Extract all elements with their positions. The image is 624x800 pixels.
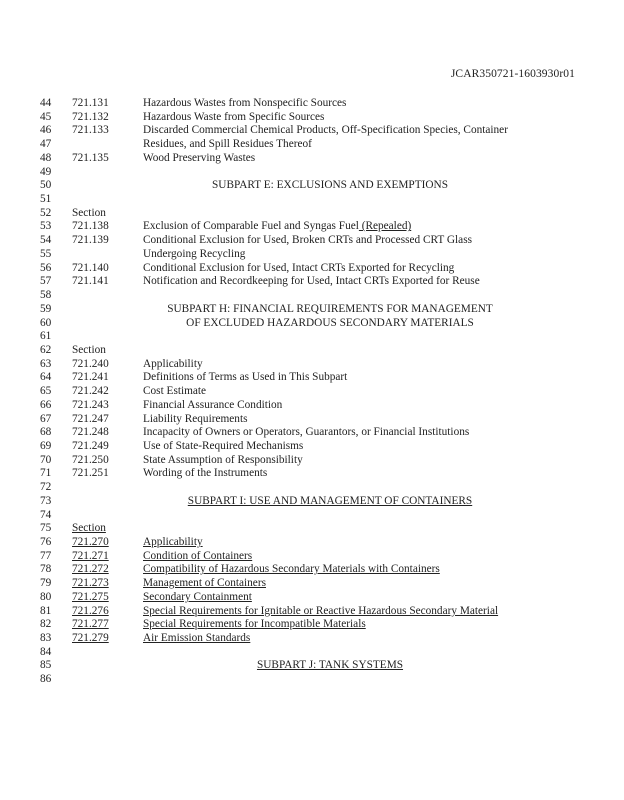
line-number: 47 [40, 138, 52, 151]
section-title [143, 220, 411, 234]
section-title-text: Applicability [143, 536, 203, 548]
document-line [0, 591, 624, 605]
section-number: 721.243 [72, 398, 109, 411]
document-line [0, 563, 624, 577]
subpart-heading-text: SUBPART I: USE AND MANAGEMENT OF CONTAINERS [187, 494, 473, 507]
subpart-heading-text: OF EXCLUDED HAZARDOUS SECONDARY MATERIALS [186, 316, 474, 329]
document-line [0, 646, 624, 660]
document-line [0, 111, 624, 125]
repealed-note: (Repealed) [358, 220, 412, 233]
document-line [0, 289, 624, 303]
line-number: 54 [40, 234, 52, 247]
document-line [0, 262, 624, 276]
line-number: 51 [40, 193, 52, 206]
document-line [0, 509, 624, 523]
section-title-text: Exclusion of Comparable Fuel and Syngas Fuel [143, 220, 359, 233]
line-number: 52 [40, 206, 52, 219]
document-line [0, 358, 624, 372]
section-title-text: Secondary Containment [143, 590, 252, 603]
section-number: 721.251 [72, 467, 109, 480]
section-title [143, 385, 206, 399]
section-title [143, 618, 366, 632]
section-number: 721.277 [72, 618, 109, 631]
section-title-text: Special Requirements for Ignitable or Reactive Hazardous Secondary Material [143, 604, 499, 617]
section-title-text: Residues, and Spill Residues Thereof [143, 138, 312, 151]
document-line [0, 467, 624, 481]
section-title-text: Management of Containers [143, 577, 266, 590]
line-number: 58 [40, 289, 52, 302]
document-line [0, 522, 624, 536]
section-title-text: Cost Estimate [143, 385, 207, 398]
section-title-text: State Assumption of Responsibility [143, 453, 303, 466]
document-line [0, 659, 624, 673]
section-title [143, 234, 472, 248]
line-number: 72 [40, 481, 52, 494]
line-number: 56 [40, 261, 52, 274]
document-line [0, 536, 624, 550]
section-title-text: Compatibility of Hazardous Secondary Materials with Containers [143, 563, 440, 576]
document-line [0, 550, 624, 564]
section-title [143, 138, 312, 152]
section-number: 721.275 [72, 590, 109, 603]
document-line [0, 399, 624, 413]
document-line [0, 618, 624, 632]
section-title [143, 591, 252, 605]
line-number: 77 [40, 549, 52, 562]
document-line [0, 632, 624, 646]
line-number: 68 [40, 426, 52, 439]
document-line [0, 207, 624, 221]
line-number: 73 [40, 494, 52, 507]
document-line [0, 220, 624, 234]
section-title-text: Definitions of Terms as Used in This Subpart [143, 371, 348, 384]
section-number: 721.276 [72, 604, 109, 617]
line-number: 65 [40, 385, 52, 398]
section-title [143, 605, 498, 619]
document-line [0, 481, 624, 495]
document-line [0, 193, 624, 207]
section-number: 721.241 [72, 371, 109, 384]
document-line [0, 495, 624, 509]
line-number: 86 [40, 673, 52, 686]
section-title [143, 467, 267, 481]
section-column-label: Section [72, 522, 106, 535]
line-number: 78 [40, 563, 52, 576]
section-title [143, 152, 255, 166]
line-number: 59 [40, 302, 52, 315]
line-number: 80 [40, 590, 52, 603]
section-title-text: Notification and Recordkeeping for Used, Intact CRTs Exported for Reuse [143, 275, 480, 288]
document-line [0, 179, 624, 193]
document-line [0, 440, 624, 454]
section-title-text: Liability Requirements [143, 412, 248, 425]
section-title [143, 371, 347, 385]
section-title-text: Condition of Containers [143, 549, 253, 562]
line-number: 64 [40, 371, 52, 384]
line-number: 70 [40, 453, 52, 466]
line-number: 46 [40, 124, 52, 137]
section-title [143, 358, 203, 372]
document-line [0, 673, 624, 687]
section-title-text: Discarded Commercial Chemical Products, Off-Specification Species, Container [143, 124, 508, 137]
document-line [0, 138, 624, 152]
section-title-text: Undergoing Recycling [143, 247, 246, 260]
section-number: 721.138 [72, 220, 109, 233]
document-line [0, 97, 624, 111]
subpart-heading [0, 179, 624, 193]
document-id: JCAR350721-1603930r01 [450, 68, 575, 80]
line-number: 44 [40, 97, 52, 109]
section-number: 721.131 [72, 97, 109, 109]
line-number: 66 [40, 398, 52, 411]
line-number: 79 [40, 577, 52, 590]
document-line [0, 248, 624, 262]
section-title [143, 275, 480, 289]
section-number: 721.139 [72, 234, 109, 247]
subpart-heading [0, 495, 624, 509]
section-number: 721.249 [72, 439, 109, 452]
section-title [143, 97, 346, 111]
section-number: 721.140 [72, 261, 109, 274]
section-number: 721.247 [72, 412, 109, 425]
line-number: 55 [40, 247, 52, 260]
section-title-text: Special Requirements for Incompatible Materials [143, 618, 366, 631]
subpart-heading-text: SUBPART H: FINANCIAL REQUIREMENTS FOR MANAGEMENT [167, 302, 493, 315]
section-title [143, 399, 282, 413]
subpart-heading [0, 303, 624, 317]
section-number: 721.133 [72, 124, 109, 137]
section-title [143, 262, 454, 276]
section-title-text: Air Emission Standards [143, 632, 251, 645]
section-title [143, 111, 324, 125]
document-line [0, 605, 624, 619]
section-title [143, 454, 303, 468]
document-line [0, 371, 624, 385]
section-title-text: Hazardous Waste from Specific Sources [143, 110, 325, 123]
section-column-label: Section [72, 206, 106, 219]
section-title [143, 248, 245, 262]
line-number: 45 [40, 110, 52, 123]
section-title-text: Conditional Exclusion for Used, Intact CRTs Exported for Recycling [143, 261, 455, 274]
document-line [0, 454, 624, 468]
section-title-text: Conditional Exclusion for Used, Broken CRTs and Processed CRT Glass [143, 234, 472, 247]
line-number: 71 [40, 467, 52, 480]
section-title-text: Applicability [143, 357, 203, 370]
section-title [143, 426, 469, 440]
line-number: 75 [40, 522, 52, 535]
document-line [0, 303, 624, 317]
document-line [0, 426, 624, 440]
line-number: 76 [40, 536, 52, 548]
section-number: 721.273 [72, 577, 109, 590]
section-column-label: Section [72, 343, 106, 356]
section-number: 721.279 [72, 632, 109, 645]
subpart-heading [0, 659, 624, 673]
line-number: 49 [40, 165, 52, 178]
section-number: 721.270 [72, 536, 109, 548]
section-title-text: Wording of the Instruments [143, 467, 268, 480]
line-number: 57 [40, 275, 52, 288]
section-title [143, 632, 250, 646]
section-title-text: Hazardous Wastes from Nonspecific Sources [143, 97, 347, 109]
section-title-text: Incapacity of Owners or Operators, Guarantors, or Financial Institutions [143, 426, 470, 439]
document-line [0, 234, 624, 248]
section-number: 721.240 [72, 357, 109, 370]
section-title-text: Wood Preserving Wastes [143, 151, 256, 164]
section-title [143, 577, 266, 591]
section-number: 721.271 [72, 549, 109, 562]
line-number: 74 [40, 508, 52, 521]
document-line [0, 385, 624, 399]
line-number: 85 [40, 659, 52, 672]
section-number: 721.141 [72, 275, 109, 288]
line-number: 60 [40, 316, 52, 329]
line-number: 50 [40, 179, 52, 192]
line-list [0, 97, 624, 687]
line-number: 83 [40, 632, 52, 645]
line-number: 63 [40, 357, 52, 370]
subpart-heading [0, 317, 624, 331]
document-line [0, 344, 624, 358]
section-number: 721.250 [72, 453, 109, 466]
document-line [0, 275, 624, 289]
line-number: 48 [40, 151, 52, 164]
section-title-text: Financial Assurance Condition [143, 398, 283, 411]
document-line [0, 577, 624, 591]
line-number: 53 [40, 220, 52, 233]
section-title [143, 563, 440, 577]
line-number: 84 [40, 645, 52, 658]
line-number: 81 [40, 604, 52, 617]
line-number: 61 [40, 330, 52, 343]
section-title [143, 536, 203, 550]
section-number: 721.132 [72, 110, 109, 123]
section-number: 721.272 [72, 563, 109, 576]
section-title [143, 124, 508, 138]
document-line [0, 330, 624, 344]
subpart-heading-text: SUBPART J: TANK SYSTEMS [256, 659, 404, 672]
section-title [143, 440, 303, 454]
subpart-heading-text: SUBPART E: EXCLUSIONS AND EXEMPTIONS [212, 179, 448, 192]
document-line [0, 166, 624, 180]
section-title-text: Use of State-Required Mechanisms [143, 439, 304, 452]
section-title [143, 413, 247, 427]
section-number: 721.242 [72, 385, 109, 398]
line-number: 69 [40, 439, 52, 452]
document-line [0, 124, 624, 138]
section-title [143, 550, 252, 564]
document-line [0, 152, 624, 166]
line-number: 67 [40, 412, 52, 425]
document-line [0, 317, 624, 331]
document-line [0, 413, 624, 427]
line-number: 82 [40, 618, 52, 631]
section-number: 721.135 [72, 151, 109, 164]
section-number: 721.248 [72, 426, 109, 439]
line-number: 62 [40, 343, 52, 356]
